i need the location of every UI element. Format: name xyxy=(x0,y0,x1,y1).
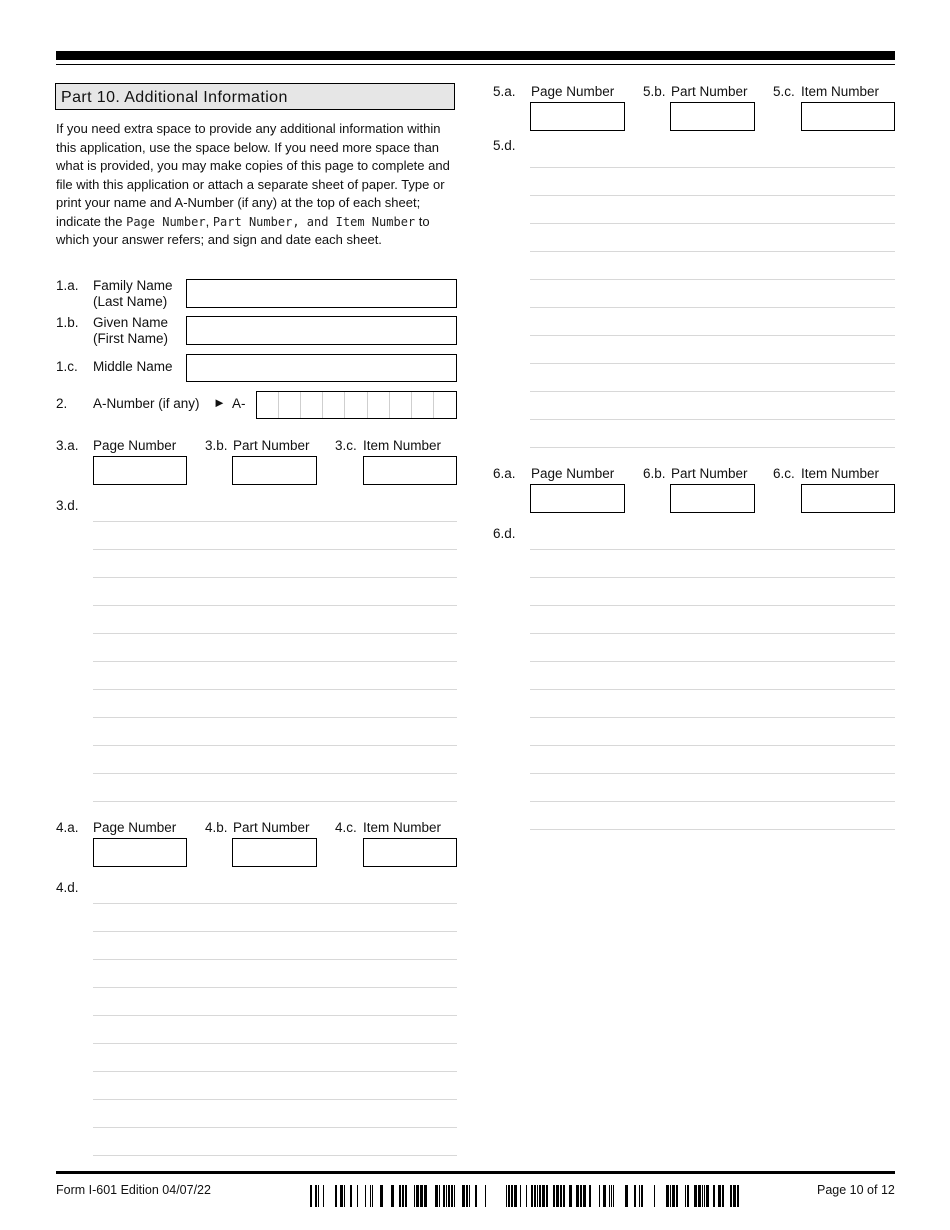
item-number-label-3: Item Number xyxy=(363,438,442,453)
item-number-1a: 1.a. xyxy=(56,278,79,293)
barcode-bar xyxy=(539,1185,541,1207)
a-number-cell[interactable] xyxy=(368,392,390,418)
item-number-5b: 5.b. xyxy=(643,84,666,99)
given-name-label xyxy=(93,315,168,347)
intro-page-number-term: Page Number xyxy=(126,214,206,229)
writing-line xyxy=(530,661,895,662)
barcode-bar xyxy=(580,1185,582,1207)
page-number-input-6[interactable] xyxy=(530,484,625,513)
item-number-4a: 4.a. xyxy=(56,820,79,835)
writing-line xyxy=(93,1127,457,1128)
barcode-bar xyxy=(475,1185,477,1207)
a-number-cell[interactable] xyxy=(301,392,323,418)
barcode-bar xyxy=(718,1185,721,1207)
writing-line xyxy=(93,987,457,988)
barcode-bar xyxy=(730,1185,732,1207)
barcode-bar xyxy=(370,1185,371,1207)
barcode-bar xyxy=(454,1185,455,1207)
barcode-bar xyxy=(520,1185,521,1207)
writing-line xyxy=(530,801,895,802)
page-number-label-5: Page Number xyxy=(531,84,615,99)
a-number-cell[interactable] xyxy=(412,392,434,418)
writing-line xyxy=(530,279,895,280)
barcode-bar xyxy=(335,1185,337,1207)
barcode-bar xyxy=(357,1185,358,1207)
barcode-bar xyxy=(506,1185,507,1207)
writing-line xyxy=(93,1099,457,1100)
barcode-bar xyxy=(318,1185,319,1207)
writing-line xyxy=(530,335,895,336)
bottom-rule xyxy=(56,1171,895,1174)
barcode-bar xyxy=(448,1185,450,1207)
part-number-label-3: Part Number xyxy=(233,438,310,453)
barcode-bar xyxy=(706,1185,709,1207)
item-number-3b: 3.b. xyxy=(205,438,228,453)
intro-text xyxy=(56,120,458,250)
writing-line xyxy=(530,605,895,606)
barcode-bar xyxy=(639,1185,640,1207)
writing-line xyxy=(530,167,895,168)
barcode-bar xyxy=(380,1185,383,1207)
part-number-label-4: Part Number xyxy=(233,820,310,835)
family-name-label-line2: (Last Name) xyxy=(93,294,168,309)
barcode-bar xyxy=(666,1185,669,1207)
item-number-input-3[interactable] xyxy=(363,456,457,485)
writing-line xyxy=(93,633,457,634)
writing-line xyxy=(93,577,457,578)
barcode-bar xyxy=(702,1185,703,1207)
item-number-label-5: Item Number xyxy=(801,84,880,99)
barcode-bar xyxy=(576,1185,579,1207)
intro-text-1: If you need extra space to provide any additional information within this application, use the space below. If you need more space than what is provided, you may make copies of this page to complete and file with this application or attach a separate sheet of paper. Type or print your name and A-Number (if any) at the top of each sheet; indicate the xyxy=(56,121,450,229)
writing-line xyxy=(530,633,895,634)
barcode-bar xyxy=(416,1185,419,1207)
page-indicator: Page 10 of 12 xyxy=(817,1183,895,1197)
barcode-bar xyxy=(583,1185,586,1207)
writing-line xyxy=(93,1155,457,1156)
writing-line xyxy=(530,689,895,690)
writing-line xyxy=(93,745,457,746)
barcode-bar xyxy=(609,1185,610,1207)
barcode-bar xyxy=(603,1185,606,1207)
top-rule-thick xyxy=(56,51,895,60)
barcode-bar xyxy=(514,1185,517,1207)
writing-line xyxy=(530,773,895,774)
barcode-bar xyxy=(698,1185,701,1207)
item-number-6b: 6.b. xyxy=(643,466,666,481)
part-number-input-4[interactable] xyxy=(232,838,317,867)
a-number-prefix: A- xyxy=(232,396,246,411)
item-number-6d: 6.d. xyxy=(493,526,516,541)
item-number-5a: 5.a. xyxy=(493,84,516,99)
barcode-bar xyxy=(704,1185,705,1207)
page-number-input-3[interactable] xyxy=(93,456,187,485)
part-number-input-3[interactable] xyxy=(232,456,317,485)
barcode-bar xyxy=(420,1185,423,1207)
barcode-bar xyxy=(634,1185,636,1207)
part-number-input-5[interactable] xyxy=(670,102,755,131)
barcode-image xyxy=(310,1185,744,1207)
barcode-bar xyxy=(654,1185,655,1207)
intro-comma-1: , xyxy=(205,213,213,229)
barcode-bar xyxy=(553,1185,555,1207)
writing-line xyxy=(530,391,895,392)
intro-item-number-term: Item Number xyxy=(335,214,416,229)
barcode-bar xyxy=(641,1185,643,1207)
item-number-5d: 5.d. xyxy=(493,138,516,153)
writing-line xyxy=(93,931,457,932)
page-number-label-4: Page Number xyxy=(93,820,177,835)
barcode-bar xyxy=(531,1185,533,1207)
barcode-bar xyxy=(344,1185,345,1207)
writing-line xyxy=(530,577,895,578)
item-number-label-4: Item Number xyxy=(363,820,442,835)
part-number-label-6: Part Number xyxy=(671,466,748,481)
item-number-1c: 1.c. xyxy=(56,359,78,374)
a-number-cell[interactable] xyxy=(279,392,301,418)
item-number-1b: 1.b. xyxy=(56,315,79,330)
middle-name-label: Middle Name xyxy=(93,359,173,374)
barcode-bar xyxy=(589,1185,591,1207)
barcode-bar xyxy=(372,1185,373,1207)
intro-part-number-term: Part Number xyxy=(212,214,293,229)
writing-line xyxy=(93,773,457,774)
barcode-bar xyxy=(737,1185,739,1207)
barcode-bar xyxy=(365,1185,366,1207)
writing-line xyxy=(530,223,895,224)
barcode-bar xyxy=(391,1185,394,1207)
barcode-bar xyxy=(310,1185,312,1207)
item-number-5c: 5.c. xyxy=(773,84,795,99)
writing-line xyxy=(530,447,895,448)
writing-line xyxy=(93,521,457,522)
part-number-label-5: Part Number xyxy=(671,84,748,99)
family-name-label-line1: Family Name xyxy=(93,278,173,293)
given-name-label-line1: Given Name xyxy=(93,315,169,330)
barcode-bar xyxy=(350,1185,352,1207)
barcode-bar xyxy=(435,1185,438,1207)
page-number-label-3: Page Number xyxy=(93,438,177,453)
barcode-bar xyxy=(670,1185,671,1207)
barcode-bar xyxy=(672,1185,675,1207)
item-number-3a: 3.a. xyxy=(56,438,79,453)
barcode-bar xyxy=(469,1185,470,1207)
writing-line xyxy=(530,363,895,364)
writing-line xyxy=(93,959,457,960)
item-number-6a: 6.a. xyxy=(493,466,516,481)
barcode-bar xyxy=(546,1185,548,1207)
barcode-bar xyxy=(542,1185,545,1207)
barcode-bar xyxy=(534,1185,536,1207)
barcode-bar xyxy=(685,1185,686,1207)
writing-line xyxy=(93,605,457,606)
barcode-bar xyxy=(485,1185,486,1207)
family-name-input[interactable] xyxy=(186,279,457,308)
barcode-bar xyxy=(722,1185,724,1207)
barcode-bar xyxy=(537,1185,538,1207)
top-rule-thin xyxy=(56,64,895,65)
writing-line xyxy=(530,195,895,196)
writing-line xyxy=(93,1071,457,1072)
barcode-bar xyxy=(599,1185,600,1207)
barcode-bar xyxy=(694,1185,697,1207)
a-number-cell[interactable] xyxy=(390,392,412,418)
barcode-bar xyxy=(446,1185,447,1207)
barcode-bar xyxy=(466,1185,468,1207)
item-number-input-4[interactable] xyxy=(363,838,457,867)
page-number-label-6: Page Number xyxy=(531,466,615,481)
barcode-bar xyxy=(511,1185,513,1207)
item-number-input-5[interactable] xyxy=(801,102,895,131)
writing-line xyxy=(93,903,457,904)
arrow-right-icon: ► xyxy=(213,395,226,410)
barcode-bar xyxy=(625,1185,628,1207)
item-number-6c: 6.c. xyxy=(773,466,795,481)
barcode-bar xyxy=(402,1185,404,1207)
item-number-2: 2. xyxy=(56,396,68,411)
barcode-bar xyxy=(556,1185,559,1207)
barcode-bar xyxy=(508,1185,510,1207)
intro-comma-and: , and xyxy=(292,214,336,229)
item-number-label-6: Item Number xyxy=(801,466,880,481)
barcode-bar xyxy=(439,1185,440,1207)
a-number-cell[interactable] xyxy=(257,392,279,418)
barcode-bar xyxy=(676,1185,678,1207)
family-name-label xyxy=(93,278,173,310)
item-number-3d: 3.d. xyxy=(56,498,79,513)
barcode-bar xyxy=(424,1185,427,1207)
barcode-bar xyxy=(405,1185,407,1207)
item-number-input-6[interactable] xyxy=(801,484,895,513)
writing-line xyxy=(93,1015,457,1016)
barcode-bar xyxy=(569,1185,572,1207)
item-number-3c: 3.c. xyxy=(335,438,357,453)
middle-name-input[interactable] xyxy=(186,354,457,382)
barcode-bar xyxy=(560,1185,562,1207)
barcode-bar xyxy=(563,1185,565,1207)
page-number-input-5[interactable] xyxy=(530,102,625,131)
writing-line xyxy=(93,801,457,802)
writing-line xyxy=(93,689,457,690)
a-number-cell[interactable] xyxy=(345,392,367,418)
page-number-input-4[interactable] xyxy=(93,838,187,867)
barcode-bar xyxy=(315,1185,317,1207)
writing-line xyxy=(530,717,895,718)
a-number-label: A-Number (if any) xyxy=(93,396,200,411)
given-name-label-line2: (First Name) xyxy=(93,331,168,346)
item-number-4d: 4.d. xyxy=(56,880,79,895)
barcode-bar xyxy=(733,1185,736,1207)
item-number-4b: 4.b. xyxy=(205,820,228,835)
a-number-cell[interactable] xyxy=(323,392,345,418)
writing-line xyxy=(93,661,457,662)
a-number-input[interactable] xyxy=(256,391,457,419)
part-number-input-6[interactable] xyxy=(670,484,755,513)
writing-line xyxy=(93,549,457,550)
writing-line xyxy=(93,1043,457,1044)
writing-line xyxy=(530,745,895,746)
form-edition: Form I-601 Edition 04/07/22 xyxy=(56,1183,211,1197)
barcode-bar xyxy=(443,1185,445,1207)
barcode-bar xyxy=(713,1185,715,1207)
barcode-bar xyxy=(687,1185,689,1207)
writing-line xyxy=(530,829,895,830)
barcode-bar xyxy=(414,1185,415,1207)
item-number-4c: 4.c. xyxy=(335,820,357,835)
barcode-bar xyxy=(451,1185,453,1207)
barcode-bar xyxy=(613,1185,614,1207)
a-number-cell[interactable] xyxy=(434,392,456,418)
writing-line xyxy=(530,307,895,308)
given-name-input[interactable] xyxy=(186,316,457,345)
barcode-bar xyxy=(340,1185,343,1207)
part-header: Part 10. Additional Information xyxy=(55,83,455,110)
writing-line xyxy=(530,549,895,550)
barcode-bar xyxy=(462,1185,465,1207)
writing-line xyxy=(530,419,895,420)
writing-line xyxy=(93,717,457,718)
barcode-bar xyxy=(526,1185,527,1207)
intro-text-2: to which your answer refers; and sign and date each sheet. xyxy=(56,213,430,247)
barcode-bar xyxy=(323,1185,324,1207)
writing-line xyxy=(530,251,895,252)
barcode-bar xyxy=(399,1185,401,1207)
barcode-bar xyxy=(611,1185,612,1207)
